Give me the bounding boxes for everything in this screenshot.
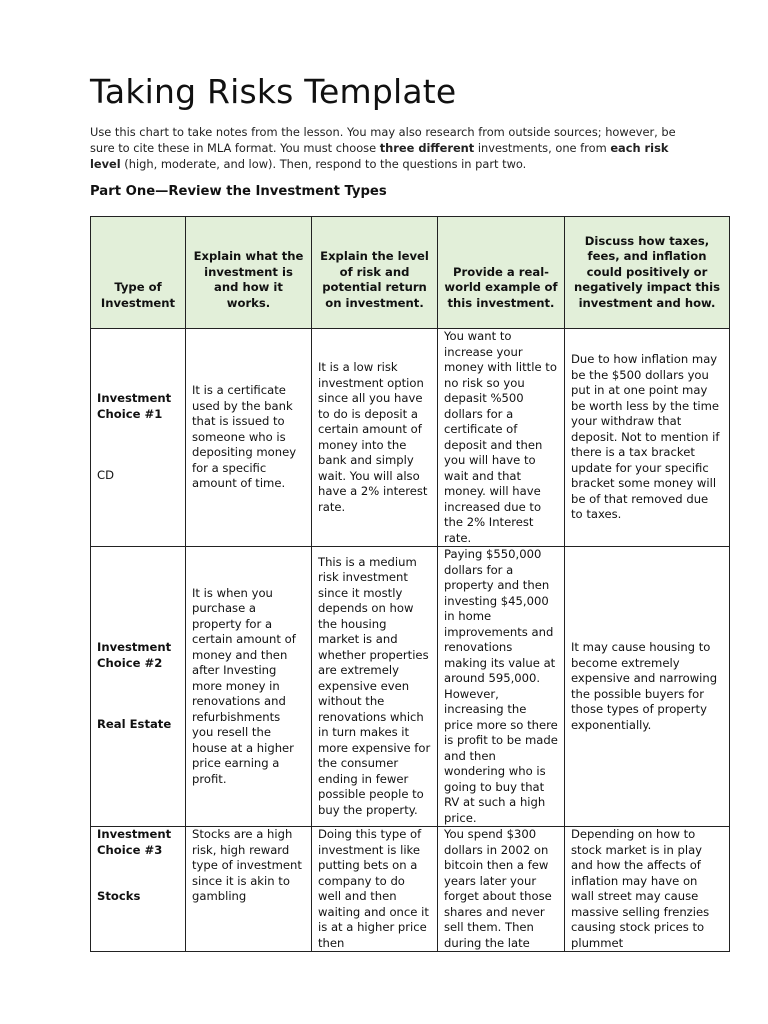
what-cell [186,827,312,952]
taxes-cell [565,827,730,952]
what-cell [186,329,312,547]
example-cell [438,547,565,827]
investment-table [90,216,730,952]
taxes-cell [565,329,730,547]
choice-label: Investment Choice #2 [97,640,172,670]
investment-type: CD [97,468,115,483]
risk-text: Doing this type of investment is like putting bets on a company to do well and then waiting and once it is at a higher price then [318,827,429,950]
row-label-cell [91,827,186,952]
instructions-text-1: Use this chart to take notes from the lesson. You may also research from outside sources; however, be sure to cite these in MLA format. You must choose [90,125,676,155]
header-taxes: Discuss how taxes, fees, and inflation could positively or negatively impact this investment and how. [565,217,730,329]
table-row [91,329,730,547]
choice-label: Investment Choice #3 [97,827,172,857]
what-text: Stocks are a high risk, high reward type of investment since it is akin to gambling [192,827,302,903]
risk-text: This is a medium risk investment since it mostly depends on how the housing market is and whether properties are extremely expensive even without the renovations which in turn makes it more expensive for the consumer ending in fewer possible people to buy the property. [318,554,431,817]
instructions-paragraph [90,124,680,172]
header-example: Provide a real-world example of this investment. [438,217,565,329]
example-text: You want to increase your money with little to no risk so you depasit %500 dollars for a certificate of deposit and then you will have to wait and that money. will have increased due to the 2% Interest rate. [444,329,557,545]
what-text: It is a certificate used by the bank that is issued to someone who is depositing money for a specific amount of time. [192,383,297,491]
what-cell [186,547,312,827]
example-text: You spend $300 dollars in 2002 on bitcoin then a few years later your forget about those shares and never sell them. Then during the late [444,827,552,950]
taxes-text: Depending on how to stock market is in play and how the affects of inflation may have on wall street may cause massive selling frenzies causing stock prices to plummet [571,827,710,950]
row-label-cell [91,547,186,827]
instructions-text-3: (high, moderate, and low). Then, respond to the questions in part two. [120,157,527,171]
table-row [91,547,730,827]
instructions-text-2: investments, one from [474,141,611,155]
instructions-bold-1: three different [379,141,475,155]
investment-type: Stocks [97,889,141,903]
risk-text: It is a low risk investment option since all you have to do is deposit a certain amount of money into the bank and simply wait. You will also have a 2% interest rate. [318,360,428,514]
taxes-text: It may cause housing to become extremely expensive and narrowing the possible buyers for those types of property exponentially. [571,640,718,732]
header-type: Type of Investment [91,217,186,329]
taxes-text: Due to how inflation may be the $500 dollars you put in at one point may be worth less by the time your withdraw that deposit. Not to mention if there is a tax bracket update for your specific bracket some money will be of that removed due to taxes. [571,352,720,522]
page-title: Taking Risks Template [90,72,457,111]
header-risk: Explain the level of risk and potential return on investment. [312,217,438,329]
example-cell [438,827,565,952]
row-label-cell [91,329,186,547]
risk-cell [312,329,438,547]
taxes-cell [565,547,730,827]
risk-cell [312,827,438,952]
example-cell [438,329,565,547]
choice-label: Investment Choice #1 [97,391,172,421]
header-what: Explain what the investment is and how it works. [186,217,312,329]
table-header-row [91,217,730,329]
table-row [91,827,730,952]
risk-cell [312,547,438,827]
what-text: It is when you purchase a property for a certain amount of money and then after Investing more money in renovations and refurbishments you resell the house at a higher price earning a profit. [192,585,296,786]
instructions-bold-2: each risk level [90,141,669,171]
example-text: Paying $550,000 dollars for a property and then investing $45,000 in home improvements and renovations making its value at around 595,000. However, increasing the price more so there is profit to be made and then wondering who is going to buy that RV at such a high price. [444,547,558,825]
investment-type: Real Estate [97,717,172,732]
part-one-heading: Part One—Review the Investment Types [90,184,387,199]
